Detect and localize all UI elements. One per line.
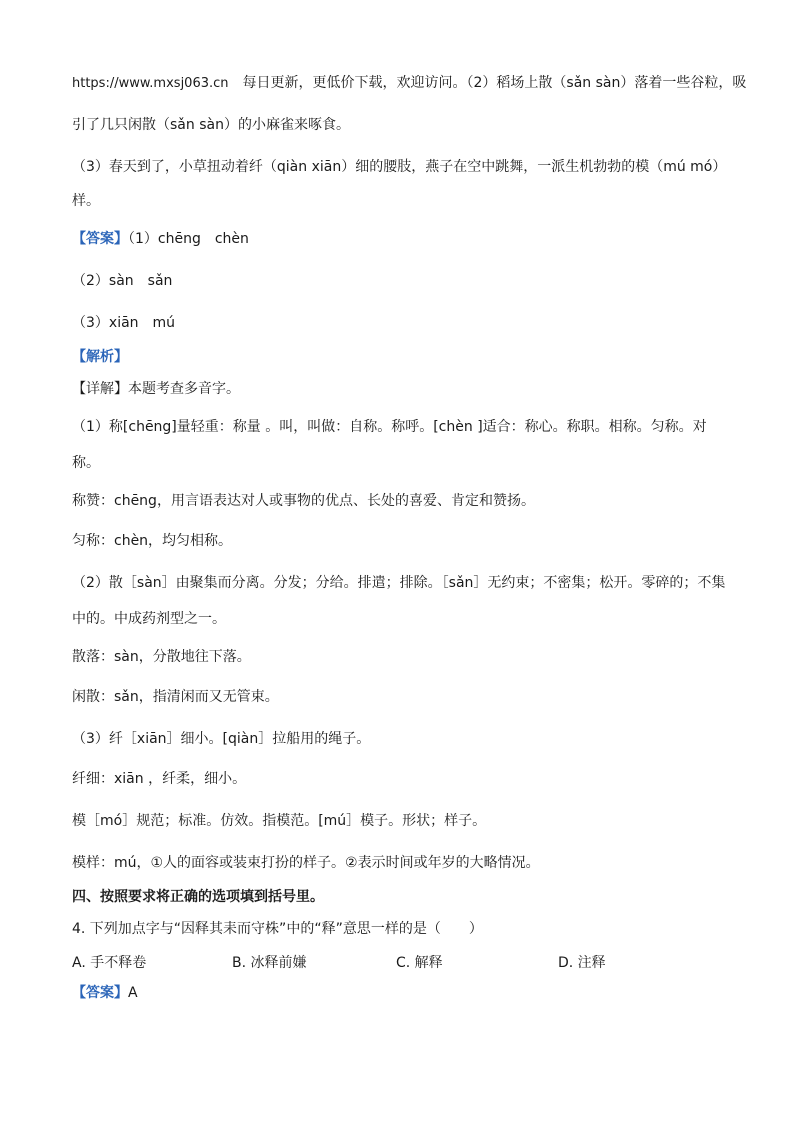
analysis-p1-line2: 称。 <box>72 455 100 471</box>
analysis-p4-line1: （2）散［sàn］由聚集而分离。分发；分给。排遣；排除。［sǎn］无约束；不密集；松开。零碎的；不集 <box>72 575 726 591</box>
analysis-p8: 纤细：xiān ，纤柔，细小。 <box>72 771 247 787</box>
analysis-p4-line2: 中的。中成药剂型之一。 <box>72 611 226 627</box>
question-4: 4. 下列加点字与“因释其耒而守株”中的“释”意思一样的是（ ） <box>72 921 483 937</box>
answer-item-2: （2）sàn sǎn <box>72 273 173 289</box>
header-line <box>72 74 746 93</box>
answer-item-1: （1）chēng chèn <box>128 231 249 247</box>
analysis-p10: 模样：mú，①人的面容或装束打扮的样子。②表示时间或年岁的大略情况。 <box>72 855 540 871</box>
source-url[interactable]: https://www.mxsj063.cn <box>72 76 229 91</box>
answer-4-value: A <box>128 985 138 1001</box>
analysis-p2: 称赞：chēng，用言语表达对人或事物的优点、长处的喜爱、肯定和赞扬。 <box>72 493 535 509</box>
option-c: C. 解释 <box>396 955 443 971</box>
option-d: D. 注释 <box>558 955 606 971</box>
analysis-p5: 散落：sàn，分散地往下落。 <box>72 649 251 665</box>
q3-sentence-line1: （3）春天到了，小草扭动着纤（qiàn xiān）细的腰肢，燕子在空中跳舞，一派生机勃勃的模（mú mó） <box>72 159 727 175</box>
q2-sentence-line2: 引了几只闲散（sǎn sàn）的小麻雀来啄食。 <box>72 117 350 133</box>
analysis-p9: 模［mó］规范；标准。仿效。指模范。[mú］模子。形状；样子。 <box>72 813 487 829</box>
analysis-p1-line1: （1）称[chēng]量轻重：称量 。叫，叫做：自称。称呼。[chèn ]适合：称心。称职。相称。匀称。对 <box>72 419 707 435</box>
analysis-tag: 【解析】 <box>72 349 128 365</box>
option-a: A. 手不释卷 <box>72 955 147 971</box>
analysis-p7: （3）纤［xiān］细小。[qiàn］拉船用的绳子。 <box>72 731 371 747</box>
site-notice: 每日更新，更低价下载，欢迎访问。 <box>242 75 467 91</box>
q2-sentence-line1: （2）稻场上散（sǎn sàn）落着一些谷粒，吸 <box>466 75 747 91</box>
answer-4-line <box>72 984 138 1002</box>
analysis-p6: 闲散：sǎn，指清闲而又无管束。 <box>72 689 279 705</box>
answer-line-1 <box>72 230 249 248</box>
options-row <box>72 952 722 970</box>
section-heading: 四、按照要求将正确的选项填到括号里。 <box>72 889 324 905</box>
option-b: B. 冰释前嫌 <box>232 955 307 971</box>
answer-tag: 【答案】 <box>72 231 128 247</box>
q3-sentence-line2: 样。 <box>72 193 100 209</box>
detail-text: 本题考查多音字。 <box>128 381 240 397</box>
detail-line <box>72 380 240 398</box>
detail-tag: 【详解】 <box>72 381 128 397</box>
analysis-p3: 匀称：chèn，均匀相称。 <box>72 533 233 549</box>
answer-4-tag: 【答案】 <box>72 985 128 1001</box>
answer-item-3: （3）xiān mú <box>72 315 176 331</box>
